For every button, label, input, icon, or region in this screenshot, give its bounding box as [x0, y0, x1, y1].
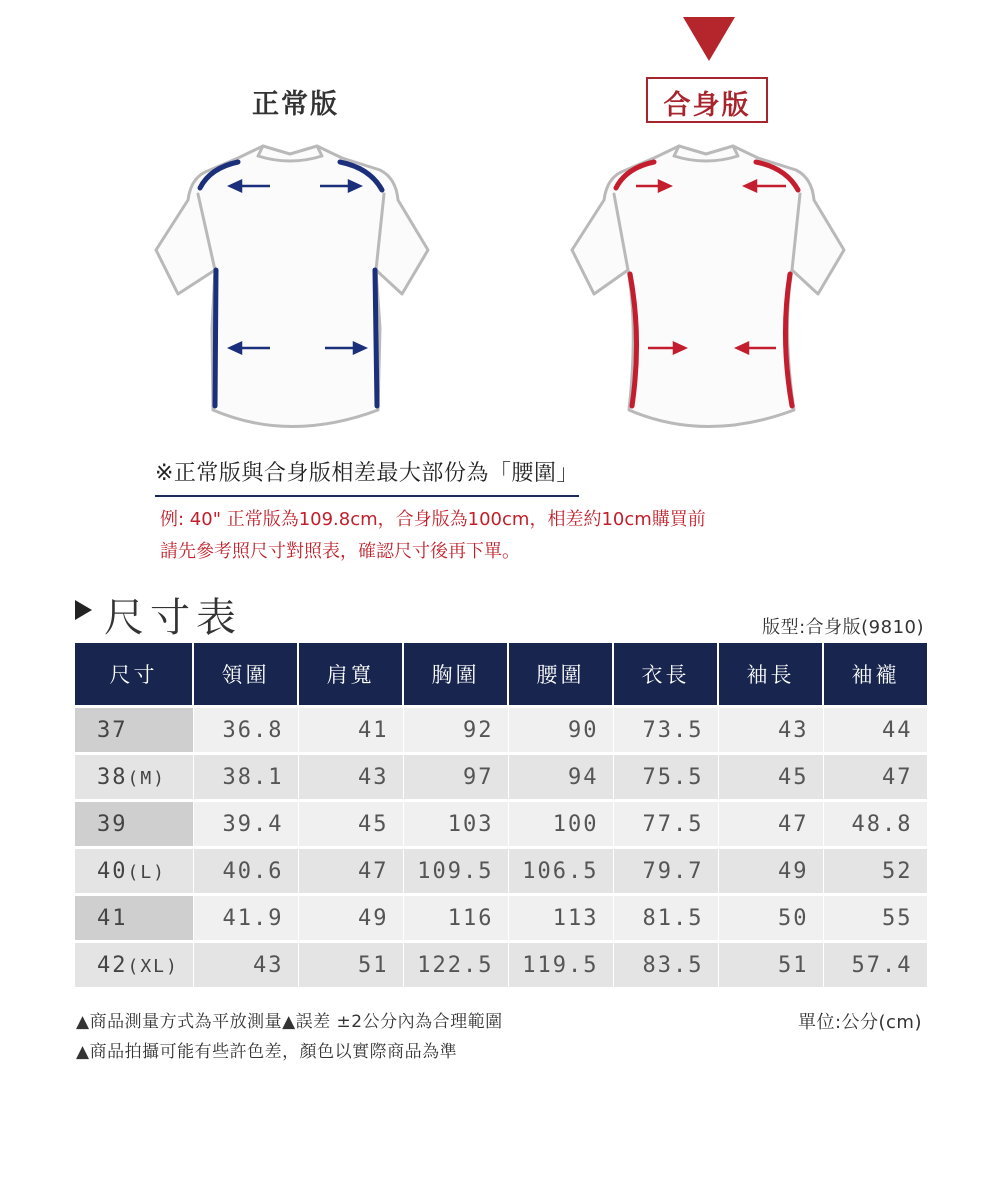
- table-cell: 92: [403, 707, 508, 754]
- slim-fit-label-box: [646, 77, 768, 123]
- header-size: 尺寸: [75, 643, 193, 707]
- size-cell: 38(M): [75, 754, 193, 801]
- table-cell: 79.7: [613, 848, 718, 895]
- regular-fit-label: 正常版: [252, 89, 339, 120]
- measurement-note: ▲商品測量方式為平放測量▲誤差 ±2公分內為合理範圍: [76, 1012, 503, 1032]
- table-cell: 52: [823, 848, 927, 895]
- header-length: 衣長: [613, 643, 718, 707]
- table-cell: 100: [508, 801, 613, 848]
- table-row: [75, 848, 927, 895]
- table-row: [75, 895, 927, 942]
- table-cell: 51: [298, 942, 403, 988]
- table-row: [75, 801, 927, 848]
- table-cell: 103: [403, 801, 508, 848]
- header-waist: 腰圍: [508, 643, 613, 707]
- table-cell: 116: [403, 895, 508, 942]
- table-cell: 83.5: [613, 942, 718, 988]
- table-cell: 48.8: [823, 801, 927, 848]
- table-cell: 73.5: [613, 707, 718, 754]
- header-sleeve: 袖長: [718, 643, 823, 707]
- header-chest: 胸圍: [403, 643, 508, 707]
- table-cell: 39.4: [193, 801, 298, 848]
- table-cell: 47: [298, 848, 403, 895]
- header-shoulder: 肩寬: [298, 643, 403, 707]
- table-cell: 45: [298, 801, 403, 848]
- table-cell: 97: [403, 754, 508, 801]
- fit-difference-note: ※正常版與合身版相差最大部份為「腰圍」: [155, 456, 579, 497]
- section-arrow-icon: [75, 600, 92, 620]
- size-chart-table: [75, 643, 928, 987]
- header-neck: 領圍: [193, 643, 298, 707]
- table-cell: 45: [718, 754, 823, 801]
- slim-fit-label: 合身版: [663, 90, 751, 121]
- table-cell: 55: [823, 895, 927, 942]
- table-cell: 41: [298, 707, 403, 754]
- table-cell: 43: [298, 754, 403, 801]
- table-row: [75, 942, 927, 988]
- table-cell: 109.5: [403, 848, 508, 895]
- table-cell: 119.5: [508, 942, 613, 988]
- table-cell: 49: [298, 895, 403, 942]
- table-cell: 43: [193, 942, 298, 988]
- table-cell: 47: [823, 754, 927, 801]
- size-cell: 42(XL): [75, 942, 193, 988]
- table-cell: 44: [823, 707, 927, 754]
- size-cell: 40(L): [75, 848, 193, 895]
- table-cell: 94: [508, 754, 613, 801]
- unit-label: 單位:公分(cm): [797, 1012, 922, 1033]
- table-cell: 81.5: [613, 895, 718, 942]
- table-cell: 36.8: [193, 707, 298, 754]
- table-cell: 122.5: [403, 942, 508, 988]
- table-cell: 50: [718, 895, 823, 942]
- table-cell: 75.5: [613, 754, 718, 801]
- table-cell: 57.4: [823, 942, 927, 988]
- table-cell: 49: [718, 848, 823, 895]
- table-row: [75, 754, 927, 801]
- table-cell: 43: [718, 707, 823, 754]
- size-cell: 39: [75, 801, 193, 848]
- table-cell: 41.9: [193, 895, 298, 942]
- header-armhole: 袖襱: [823, 643, 927, 707]
- fit-model-label: 版型:合身版(9810): [762, 617, 924, 638]
- table-cell: 77.5: [613, 801, 718, 848]
- fit-example-note-line1: 例: 40" 正常版為109.8cm，合身版為100cm，相差約10cm購買前: [160, 509, 706, 530]
- regular-fit-shirt-illustration: [140, 138, 440, 448]
- table-cell: 113: [508, 895, 613, 942]
- size-chart-title: 尺寸表: [104, 595, 242, 641]
- table-cell: 51: [718, 942, 823, 988]
- table-row: [75, 707, 927, 754]
- table-cell: 40.6: [193, 848, 298, 895]
- fit-example-note-line2: 請先參考照尺寸對照表，確認尺寸後再下單。: [160, 541, 520, 562]
- slim-fit-shirt-illustration: [556, 138, 856, 448]
- size-cell: 41: [75, 895, 193, 942]
- color-note: ▲商品拍攝可能有些許色差，顏色以實際商品為準: [76, 1042, 458, 1062]
- table-cell: 90: [508, 707, 613, 754]
- selected-marker-icon: [683, 17, 735, 61]
- size-chart-header-row: [75, 643, 927, 707]
- table-cell: 38.1: [193, 754, 298, 801]
- size-cell: 37: [75, 707, 193, 754]
- table-cell: 47: [718, 801, 823, 848]
- table-cell: 106.5: [508, 848, 613, 895]
